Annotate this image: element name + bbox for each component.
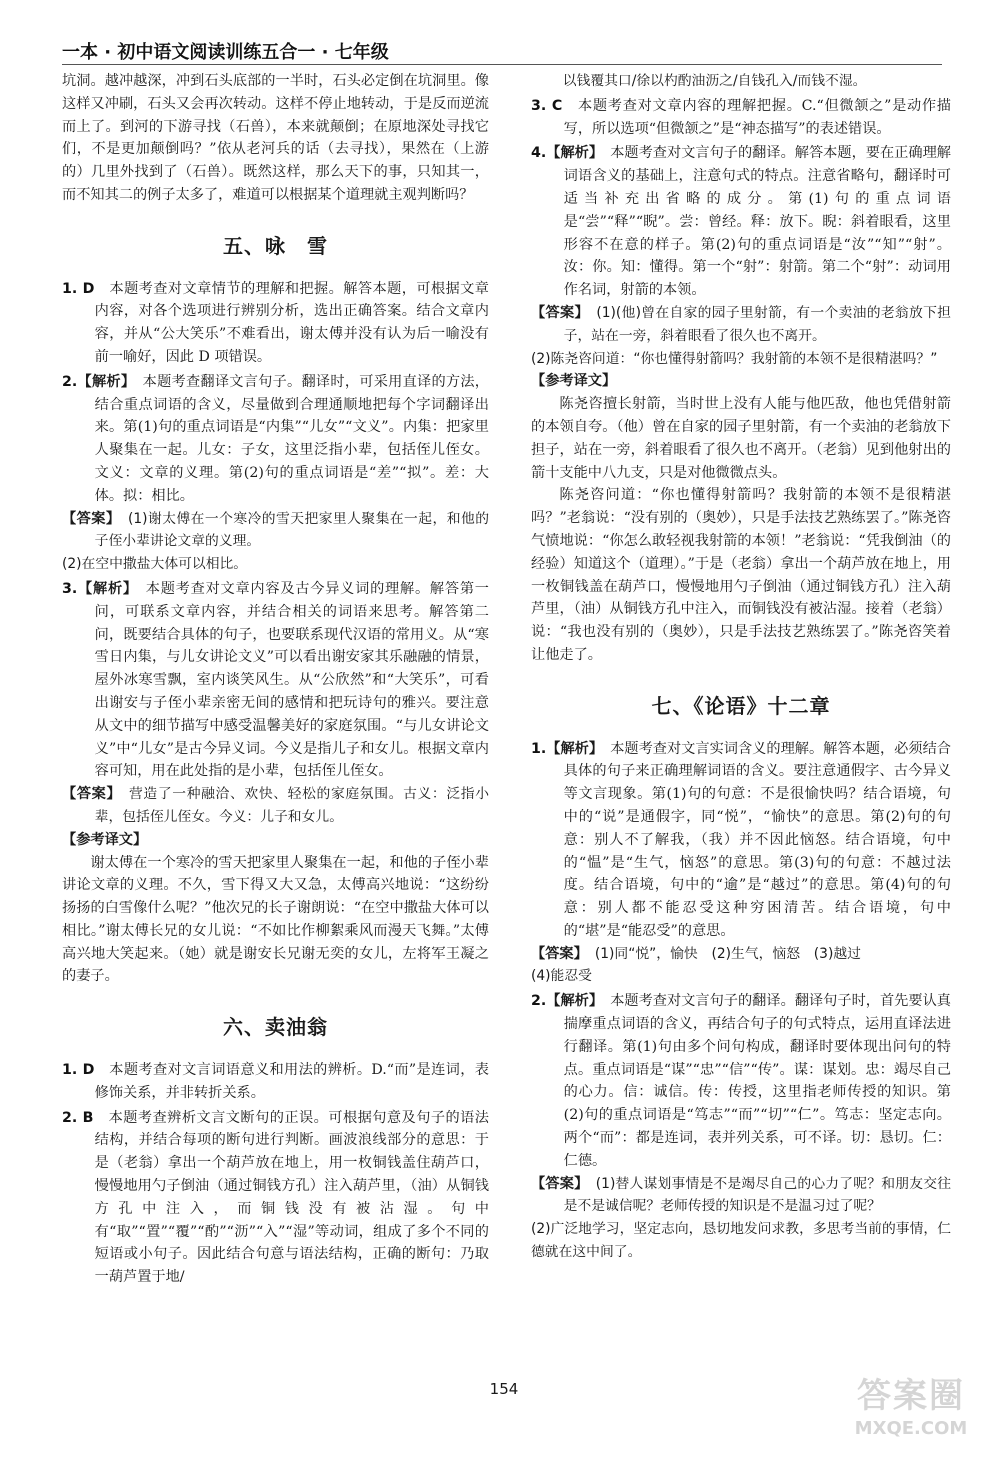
s6-q2-text: 本题考查辨析文言文断句的正误。可根据句意及句子的语法结构，并结合每项的断句进行判断。画波浪线部分的意思：于是（老翁）拿出一个葫芦放在地上，用一枚铜钱盖住葫芦口，慢慢地用勺子倒油（通过铜钱方孔）注入葫芦里，（油）从铜钱方孔中注入，而铜钱没有被沾湿。句中有“取”“置”“覆”“酌”“沥”“入”“湿”等动词，组成了多个不同的短语或小句子。因此结合句意与语法结构，正确的断句：乃取一葫芦置于地/ — [94, 1109, 489, 1286]
s5-q1-number: 1. D — [62, 280, 95, 297]
s5-q3-answer-tag: 【答案】 — [62, 786, 115, 803]
s5-q2-answer-tag: 【答案】 — [62, 510, 114, 527]
watermark-logo-text: 答案圈 — [857, 1376, 965, 1416]
s5-q1-text: 本题考查对文章情节的理解和把握。解答本题，可根据文章内容，对各个选项进行辨别分析，选出正确答案。结合文章内容，并从“公大笑乐”不难看出，谢太傅并没有认为后一喻没有前一喻好，因此 D 项错误。 — [94, 280, 489, 365]
intro-paragraph: 坑洞。越冲越深，冲到石头底部的一半时，石头必定倒在坑洞里。像这样又冲刷，石头又会再次转动。这样不停止地转动，于是反而逆流而上了。到河的下游寻找（石兽），本来就颠倒；在原地深处寻找它们，不是更加颠倒吗？”依从老河兵的话（去寻找），果然在（上游的）几里外找到了（石兽）。既然这样，那么天下的事，只知其一，而不知其二的例子太多了，难道可以根据某个道理就主观判断吗？ — [62, 73, 489, 203]
s6-reference-p2: 陈尧咨问道：“你也懂得射箭吗？我射箭的本领不是很精湛吗？”老翁说：“没有别的（奥妙），只是手法技艺熟练罢了。”陈尧咨气愤地说：“你怎么敢轻视我射箭的本领！”老翁说：“凭我倒油（的经验）知道这个（道理）。”于是（老翁）拿出一个葫芦放在地上，用一枚铜钱盖在葫芦口，慢慢地用勺子倒油（通过铜钱方孔）注入葫芦里，（油）从铜钱方孔中注入，而铜钱没有被沾湿。接着（老翁）说：“我也没有别的（奥妙），只是手法技艺熟练罢了。”陈尧咨笑着让他走了。 — [531, 487, 951, 663]
section-title-7: 七、《论语》十二章 — [651, 693, 831, 718]
s5-q3-answer — [62, 783, 489, 829]
s5-q2-answer-1: (1)谢太傅在一个寒冷的雪天把家里人聚集在一起，和他的子侄小辈讲论文章的义理。 — [94, 510, 489, 550]
s5-q3 — [62, 578, 489, 783]
s5-reference-text: 谢太傅在一个寒冷的雪天把家里人聚集在一起，和他的子侄小辈讲论文章的义理。不久，雪下得又大又急，太傅高兴地说：“这纷纷扬扬的白雪像什么呢？”他次兄的长子谢朗说：“在空中撒盐大体可以相比。”谢太傅长兄的女儿说：“不如比作柳絮乘风而漫天飞舞。”太傅高兴地大笑起来。（她）就是谢安长兄谢无奕的女儿，左将军王凝之的妻子。 — [62, 854, 489, 985]
s7-q1-tag: 【解析】 — [546, 740, 596, 757]
s6-q4 — [531, 142, 951, 302]
s6-q1-number: 1. D — [62, 1062, 95, 1079]
s7-q1-answer-2: (4)能忍受 — [531, 968, 592, 985]
watermark-url: MXQE.COM — [854, 1418, 968, 1439]
s7-q2 — [531, 990, 951, 1172]
s5-q2-number: 2. — [62, 373, 78, 390]
s7-q2-answer — [531, 1173, 951, 1219]
section-title-6: 六、卖油翁 — [223, 1015, 328, 1040]
s6-q4-answer-tag: 【答案】 — [531, 304, 582, 321]
s7-q2-answer-tag: 【答案】 — [531, 1175, 582, 1192]
s7-q1 — [531, 738, 951, 943]
s6-q4-text: 本题考查对文言句子的翻译。解答本题，要在正确理解词语含义的基础上，注意句式的特点。注意省略句，翻译时可适当补充出省略的成分。第(1)句的重点词语是“尝”“释”“睨”。尝：曾经。释：放下。睨：斜着眼看，这里形容不在意的样子。第(2)句的重点词语是“汝”“知”“射”。汝：你。知：懂得。第一个“射”：射箭。第二个“射”：动词用作名词，射箭的本领。 — [563, 145, 951, 299]
s5-q2-tag: 【解析】 — [77, 373, 129, 390]
site-watermark — [836, 1368, 986, 1446]
section-title-5: 五、咏 雪 — [223, 233, 328, 258]
s7-q1-number: 1. — [531, 740, 547, 757]
s7-q2-number: 2. — [531, 993, 547, 1010]
s5-q3-text: 本题考查对文章内容及古今异义词的理解。解答第一问，可联系文章内容，并结合相关的词语来思考。解答第二问，既要结合具体的句子，也要联系现代汉语的常用义。从“寒雪日内集，与儿女讲论文义”可以看出谢安家其乐融融的情景，屋外冰寒雪飘，室内谈笑风生。从“公欣然”和“大笑乐”，可看出谢安与子侄小辈亲密无间的感情和把玩诗句的雅兴。要注意从文中的细节描写中感受温馨美好的家庭氛围。“与儿女讲论文义”中“儿女”是古今异义词。今义是指儿子和女儿。根据文章内容可知，用在此处指的是小辈，包括侄儿侄女。 — [94, 580, 489, 780]
s5-q2-text: 本题考查翻译文言句子。翻译时，可采用直译的方法，结合重点词语的含义，尽量做到合理通顺地把每个字词翻译出来。第(1)句的重点词语是“内集”“儿女”“文义”。内集：把家里人聚集在一起。儿女：子女，这里泛指小辈，包括侄儿侄女。文义：文章的义理。第(2)句的重点词语是“差”“拟”。差：大体。拟：相比。 — [94, 373, 489, 504]
s6-q4-number: 4. — [531, 145, 547, 162]
s5-q3-number: 3. — [62, 580, 78, 597]
s5-q1 — [62, 278, 489, 369]
page-number: 154 — [489, 1380, 519, 1398]
s6-q4-answer — [531, 302, 951, 348]
s7-q2-tag: 【解析】 — [546, 993, 596, 1010]
s6-q4-tag: 【解析】 — [546, 145, 596, 162]
s6-q2-continued: 以钱覆其口/徐以杓酌油沥之/自钱孔入/而钱不湿。 — [562, 73, 867, 89]
s6-q1-text: 本题考查对文言词语意义和用法的辨析。D.“而”是连词，表修饰关系，并非转折关系。 — [94, 1062, 489, 1101]
s7-q1-text: 本题考查对文言实词含义的理解。解答本题，必须结合具体的句子来正确理解词语的含义。要注意通假字、古今异义等文言现象。第(1)句的句意：不是很愉快吗？结合语境，句中的“说”是通假字，同“悦”，“愉快”的意思。第(2)句的句意：别人不了解我，（我）并不因此恼怒。结合语境，句中的“愠”是“生气，恼怒”的意思。第(3)句的句意：不越过法度。结合语境，句中的“逾”是“越过”的意思。第(4)句的句意：别人都不能忍受这种穷困清苦。结合语境，句中的“堪”是“能忍受”的意思。 — [563, 740, 951, 939]
s6-q4-answer-2: (2)陈尧咨问道：“你也懂得射箭吗？我射箭的本领不是很精湛吗？” — [531, 350, 938, 367]
s7-q1-answer-1: (1)同“悦”，愉快 (2)生气，恼怒 (3)越过 — [594, 945, 861, 962]
s5-reference-tag: 【参考译文】 — [62, 831, 148, 848]
s6-reference-tag: 【参考译文】 — [531, 373, 617, 390]
s6-q1 — [62, 1059, 489, 1105]
left-column — [62, 70, 489, 1389]
s6-q3-text: 本题考查对文章内容的理解把握。C.“但微颔之”是动作描写，所以选项“但微颔之”是“神态描写”的表述错误。 — [563, 97, 951, 137]
running-header: 一本 · 初中语文阅读训练五合一 · 七年级 — [62, 42, 389, 63]
header-rule — [62, 64, 942, 65]
s5-q3-answer-text: 营造了一种融洽、欢快、轻松的家庭氛围。古义：泛指小辈，包括侄儿侄女。今义：儿子和女儿。 — [94, 786, 489, 825]
s5-q2 — [62, 371, 489, 508]
s6-reference-p1: 陈尧咨擅长射箭，当时世上没有人能与他匹敌，他也凭借射箭的本领自夸。（他）曾在自家的园子里射箭，有一个卖油的老翁放下担子，站在一旁，斜着眼看了很久也不离开。（老翁）见到他射出的箭十支能中八九支，只是对他微微点头。 — [531, 396, 951, 481]
s7-q2-answer-2: (2)广泛地学习，坚定志向，恳切地发问求教，多思考当前的事情，仁德就在这中间了。 — [531, 1221, 951, 1261]
s7-q1-answer-tag: 【答案】 — [531, 945, 581, 962]
s7-q2-answer-1: (1)替人谋划事情是不是竭尽自己的心力了呢？和朋友交往是不是诚信呢？老师传授的知识是不是温习过了呢？ — [563, 1175, 951, 1215]
s6-q4-answer-1: (1)(他)曾在自家的园子里射箭，有一个卖油的老翁放下担子，站在一旁，斜着眼看了很久也不离开。 — [563, 304, 951, 344]
s7-q1-answer — [531, 943, 951, 966]
s5-q2-answer — [62, 508, 489, 554]
s6-q3 — [531, 95, 951, 141]
s5-q3-tag: 【解析】 — [77, 580, 131, 597]
s6-q3-number: 3. C — [531, 97, 563, 114]
right-column — [531, 70, 951, 1389]
s6-q2-number: 2. B — [62, 1109, 94, 1126]
s5-q2-answer-2: (2)在空中撒盐大体可以相比。 — [62, 556, 248, 573]
s6-q2 — [62, 1107, 489, 1289]
s7-q2-text: 本题考查对文言句子的翻译。翻译句子时，首先要认真揣摩重点词语的含义，再结合句子的句式特点，运用直译法进行翻译。第(1)句由多个问句构成，翻译时要体现出问句的特点。重点词语是“谋”“忠”“信”“传”。谋：谋划。忠：竭尽自己的心力。信：诚信。传：传授，这里指老师传授的知识。第(2)句的重点词语是“笃志”“而”“切”“仁”。笃志：坚定志向。两个“而”：都是连词，表并列关系，可不译。切：恳切。仁：仁德。 — [563, 993, 951, 1169]
